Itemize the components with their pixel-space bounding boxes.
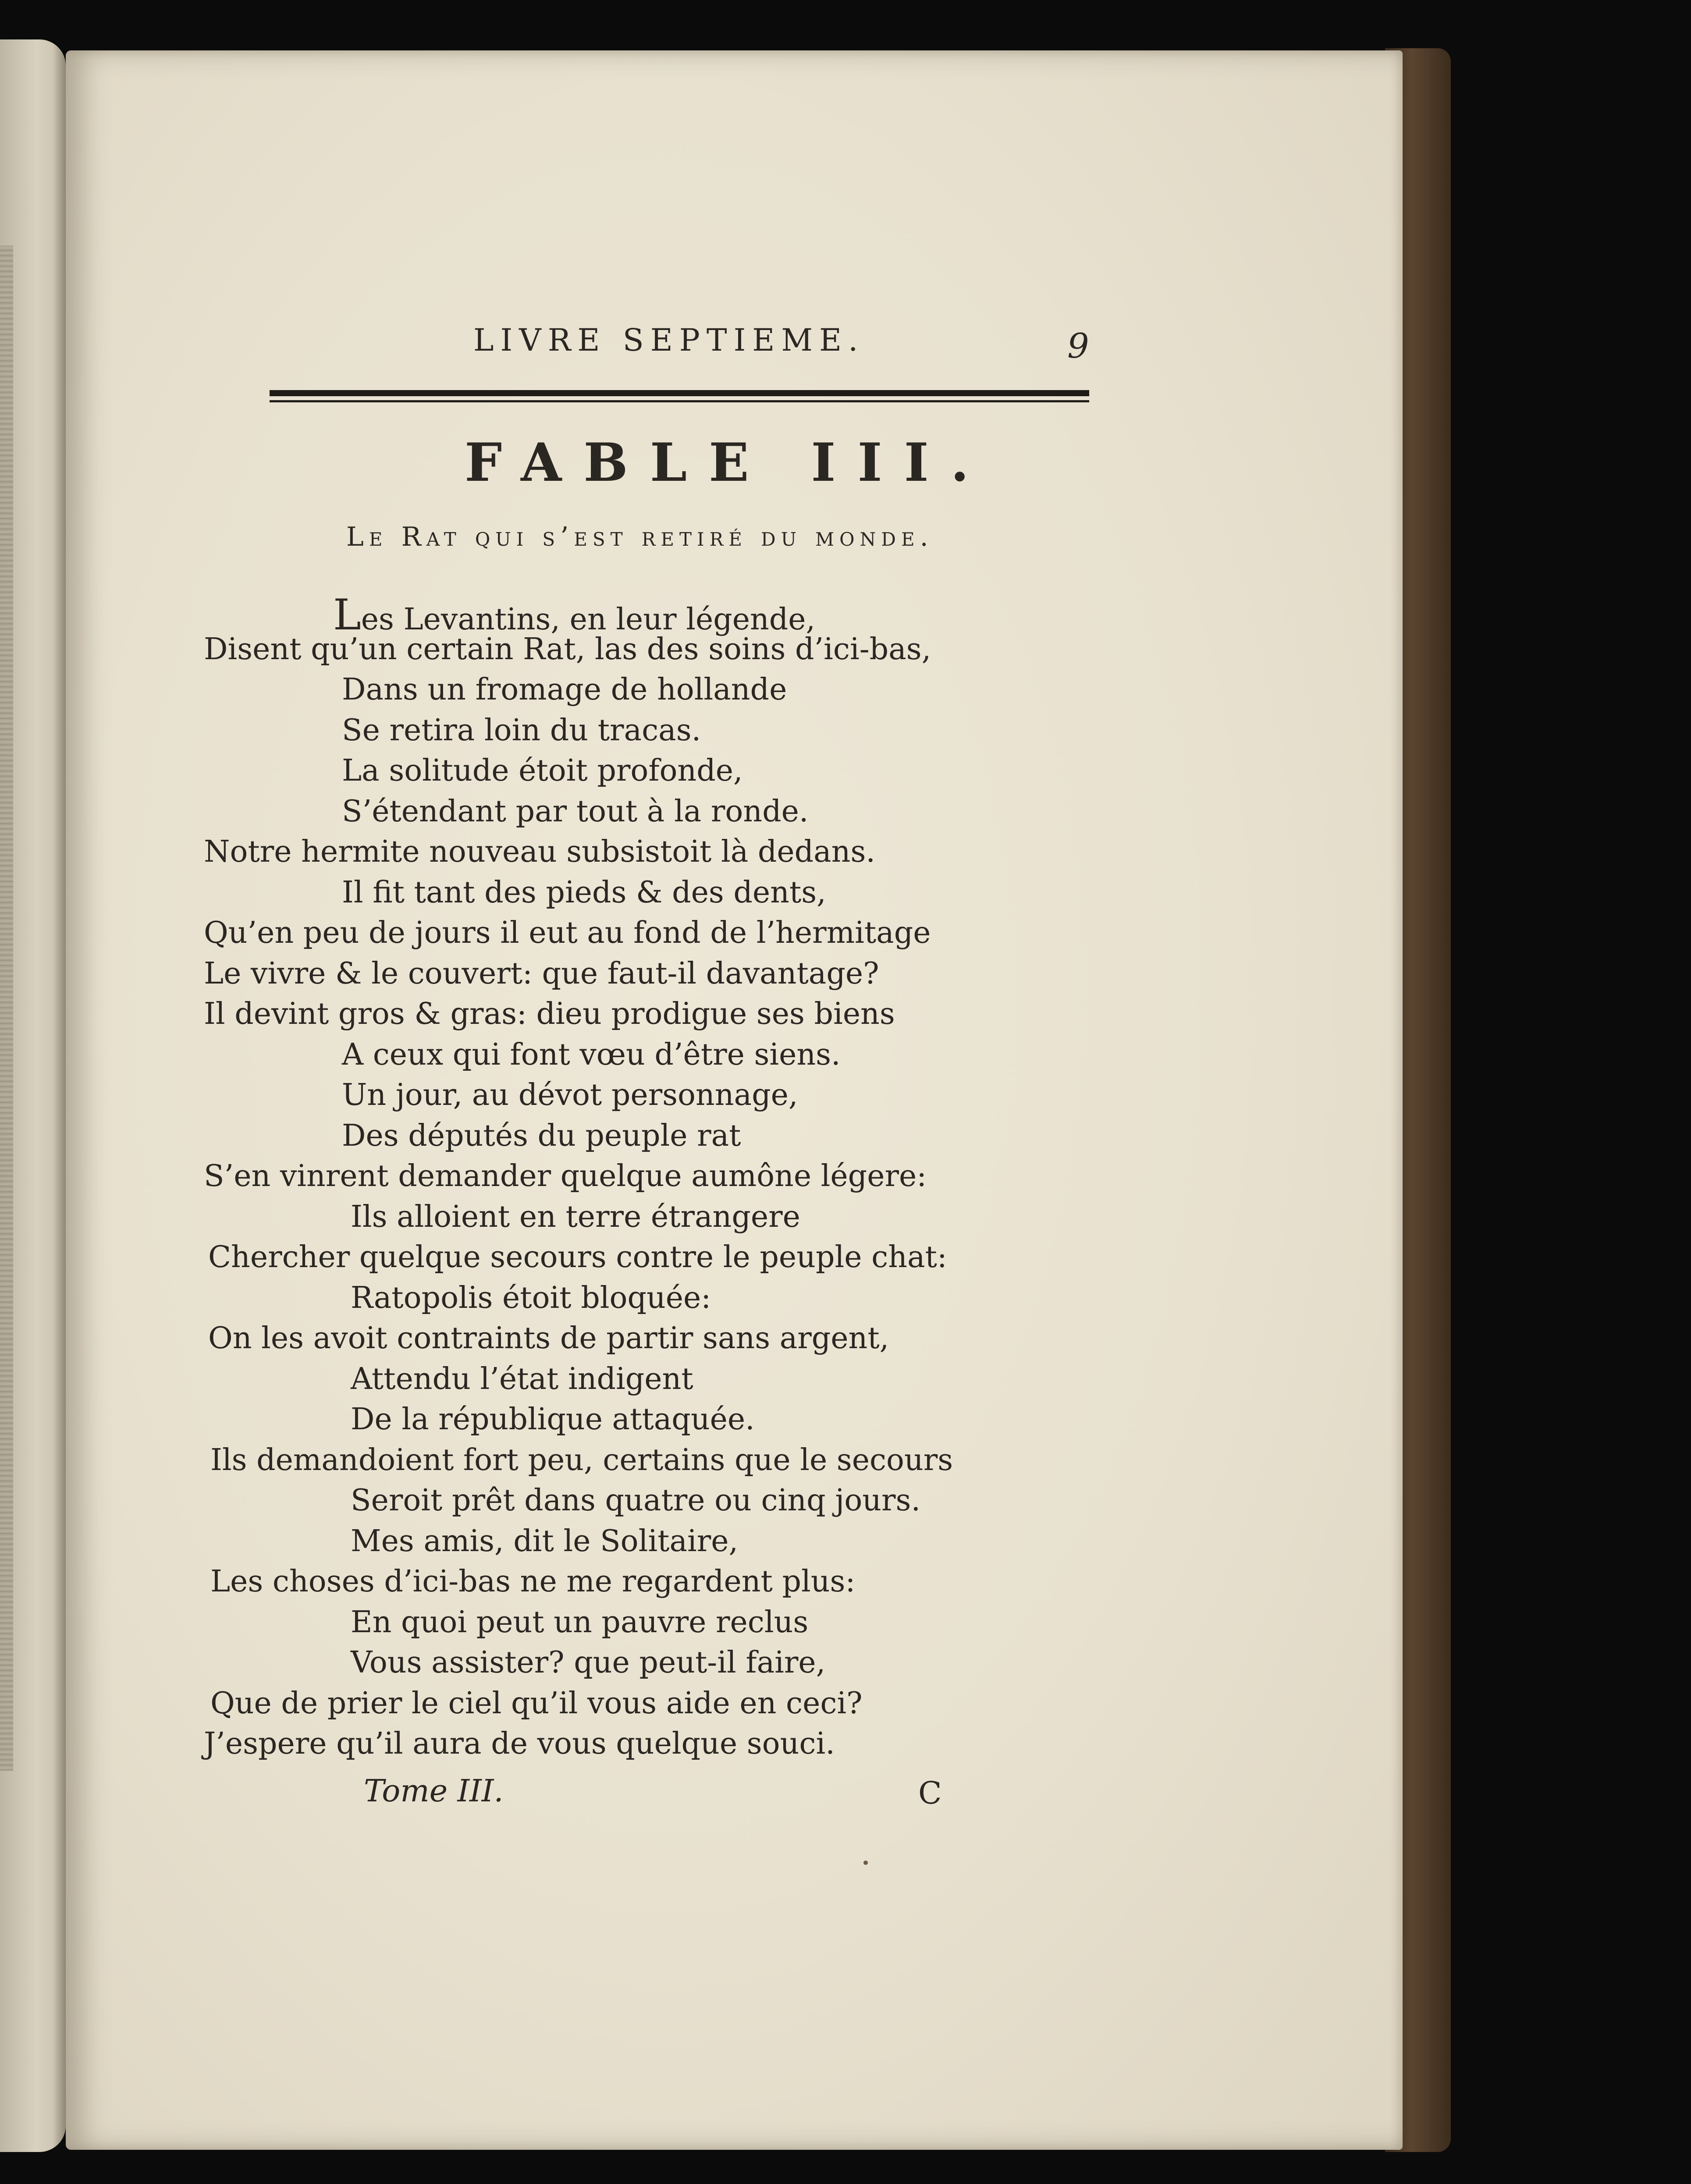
poem-line [204,999,895,1029]
poem-line-text: Que de prier le ciel qu’il vous aide en ceci? [210,1686,863,1721]
poem-line [342,1037,841,1072]
poem-line [342,1118,741,1153]
poem-line [333,590,816,639]
poem-line-text: A ceux qui font vœu d’être siens. [342,1037,841,1072]
book-page [66,50,1403,2150]
poem-line [210,1564,856,1599]
poem-line [208,1321,889,1356]
poem-line [342,794,809,829]
poem-line [342,1080,798,1110]
poem-line [204,918,931,948]
poem-line [208,1240,947,1275]
poem-line [351,1199,800,1234]
poem-line-text: S’étendant par tout à la ronde. [342,794,809,829]
poem-line-text: Il fit tant des pieds & des dents, [342,875,826,910]
running-head: LIVRE SEPTIEME. [473,322,865,358]
poem-line [342,753,743,788]
poem-line-text: Des députés du peuple rat [342,1118,741,1153]
poem-line-text: S’en vinrent demander quelque aumône légere: [204,1159,927,1193]
poem-line-text: Mes amis, dit le Solitaire, [351,1523,739,1559]
poem-line-text: La solitude étoit profonde, [342,753,743,788]
poem-line [351,1361,693,1396]
poem-line-text: Qu’en peu de jours il eut au fond de l’hermitage [204,916,931,950]
head-rule-thin [270,400,1089,402]
poem-line-text: J’espere qu’il aura de vous quelque souci. [204,1726,835,1761]
poem-line [210,1686,863,1721]
poem-line [204,1726,835,1761]
poem-line-text: Le vivre & le couvert: que faut-il davantage? [204,956,879,991]
poem-line [351,1402,755,1437]
poem-line-text: Ils alloient en terre étrangere [351,1199,800,1234]
poem-line-text: Disent qu’un certain Rat, las des soins d’ici-bas, [204,632,931,667]
poem-line-text: Il devint gros & gras: dieu prodigue ses biens [204,997,895,1031]
poem-line [342,672,787,707]
fable-title: FABLE III. [465,432,991,494]
poem-line [351,1523,739,1559]
facing-page-text-block [0,245,13,1771]
poem-line-text: Seroit prêt dans quatre ou cinq jours. [351,1483,921,1518]
poem-line [351,1605,809,1640]
poem-line-text: Chercher quelque secours contre le peuple chat: [208,1240,947,1275]
head-rule-thick [270,390,1089,396]
poem-line-text: Vous assister? que peut-il faire, [351,1645,826,1680]
poem-line-text: es Levantins, en leur légende, [361,602,816,637]
poem-line [204,837,875,867]
signature-volume: Tome III. [364,1773,504,1809]
poem-line [342,713,701,748]
poem-line [351,1280,711,1315]
poem-dropcap: L [333,590,361,639]
poem-line [342,875,826,910]
poem-line [351,1645,826,1680]
poem-line-text: Un jour, au dévot personnage, [342,1078,798,1112]
paper-speck [863,1861,868,1865]
poem-line-text: Attendu l’état indigent [351,1361,693,1396]
fable-subtitle: Le Rat qui s’est retiré du monde. [346,522,934,552]
poem-line [210,1442,953,1477]
poem-line-text: Ils demandoient fort peu, certains que le secours [210,1442,953,1477]
poem-line [351,1483,921,1518]
signature-mark: C [918,1775,942,1811]
poem-line [204,956,879,991]
poem-line-text: Ratopolis étoit bloquée: [351,1280,711,1315]
poem-line-text: En quoi peut un pauvre reclus [351,1605,809,1640]
poem-line-text: Dans un fromage de hollande [342,672,787,707]
poem-line-text: Notre hermite nouveau subsistoit là dedans. [204,835,875,869]
poem-line-text: De la république attaquée. [351,1402,755,1437]
poem-line [204,1161,927,1191]
poem-line-text: Les choses d’ici-bas ne me regardent plus: [210,1564,856,1599]
poem-line-text: On les avoit contraints de partir sans argent, [208,1321,889,1356]
poem-line [204,632,931,667]
poem-line-text: Se retira loin du tracas. [342,713,701,748]
page-number: 9 [1067,327,1089,366]
